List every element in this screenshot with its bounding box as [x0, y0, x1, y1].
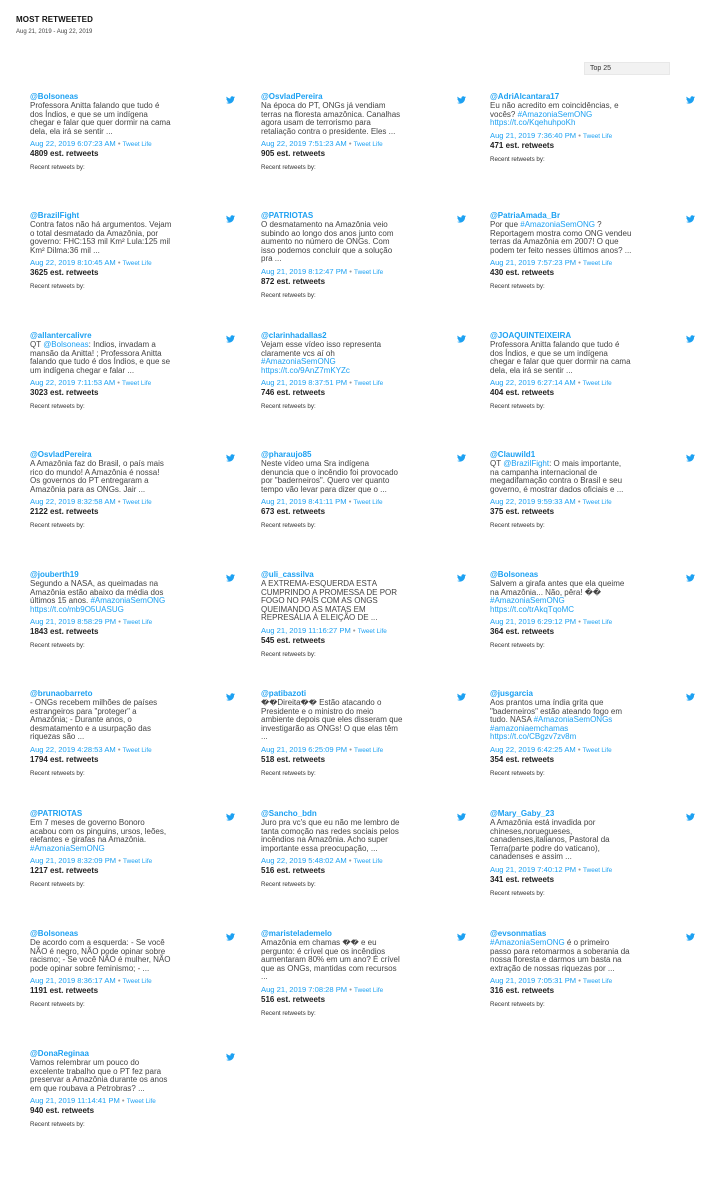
- tweet-timestamp-link[interactable]: Aug 22, 2019 5:48:02 AM: [261, 856, 347, 866]
- tweet-timestamp-link[interactable]: Aug 21, 2019 8:12:47 PM: [261, 266, 348, 276]
- tweet-handle-link[interactable]: @Mary_Gaby_23: [490, 809, 555, 818]
- tweet-card: [30, 92, 238, 171]
- tweet-handle-link[interactable]: @PATRIOTAS: [30, 809, 83, 818]
- recent-retweets-label: Recent retweets by:: [261, 522, 316, 530]
- tweet-text: #AmazoniaSemONG é o primeiro passo para retomarmos a soberania da nossa floresta e darmos um basta na extração de nossas riquezas por ...: [490, 939, 630, 973]
- twitter-bird-icon[interactable]: [226, 688, 235, 696]
- tweet-handle-link[interactable]: @Bolsoneas: [490, 570, 539, 579]
- recent-retweets-label: Recent retweets by:: [490, 155, 545, 163]
- twitter-bird-icon[interactable]: [457, 210, 466, 218]
- meta-separator: •: [116, 617, 124, 627]
- tweet-handle-link[interactable]: @pharaujo85: [261, 450, 312, 459]
- tweet-life-link[interactable]: Tweet Life: [354, 268, 384, 276]
- twitter-bird-icon[interactable]: [457, 449, 466, 457]
- tweet-card: [261, 929, 469, 1017]
- recent-retweets-label: Recent retweets by:: [261, 164, 316, 172]
- tweet-text: Por que #AmazoniaSemONG ? Reportagem mostra como ONG vendeu terras da Amazônia em 2007! O que podem ter feito nesses últimos anos? ...: [490, 221, 632, 255]
- retweet-count: 471 est. retweets: [490, 140, 555, 150]
- twitter-bird-icon[interactable]: [457, 808, 466, 816]
- meta-separator: •: [346, 856, 354, 866]
- meta-separator: •: [115, 378, 123, 388]
- tweet-handle-link[interactable]: @evsonmatias: [490, 929, 547, 938]
- recent-retweets-label: Recent retweets by:: [30, 164, 85, 172]
- tweet-life-link[interactable]: Tweet Life: [126, 1098, 156, 1106]
- recent-retweets-label: Recent retweets by:: [261, 769, 316, 777]
- tweet-text: Amazônia em chamas �� e eu pergunto: é crível que os incêndios aumentaram 80% em um ano? É crível que as ONGs, mantidas com recursos ...: [261, 939, 400, 982]
- meta-separator: •: [575, 497, 583, 507]
- tweet-life-link[interactable]: Tweet Life: [353, 858, 383, 866]
- tweet-life-link[interactable]: Tweet Life: [123, 858, 153, 866]
- tweet-life-link[interactable]: Tweet Life: [122, 260, 152, 268]
- meta-separator: •: [115, 976, 123, 986]
- tweet-text: Salvem a girafa antes que ela queime na Amazônia... Não, pêra! �� #AmazoniaSemONG https://t.co/trAkqTqoMC: [490, 580, 625, 614]
- tweet-handle-link[interactable]: @Bolsoneas: [30, 92, 79, 101]
- twitter-bird-icon[interactable]: [226, 330, 235, 338]
- tweet-text: A EXTREMA-ESQUERDA ESTÁ CUMPRINDO A PROMESSA DE POR FOGO NO PAÍS COM AS ONGS QUEIMANDO AS MATAS EM REPRESÁLIA À ELEIÇÃO DE ...: [261, 580, 398, 623]
- meta-separator: •: [347, 266, 355, 276]
- tweet-timestamp-link[interactable]: Aug 22, 2019 9:59:33 AM: [490, 497, 576, 507]
- tweet-life-link[interactable]: Tweet Life: [354, 746, 384, 754]
- retweet-count: 1843 est. retweets: [30, 627, 99, 637]
- retweet-count: 516 est. retweets: [261, 866, 326, 876]
- tweet-text: A Amazônia está invadida por chineses,noruegueses, canadenses,italianos, Pastoral da Terra(parte podre do vaticano), canadenses e assim ...: [490, 819, 610, 862]
- retweet-count: 1217 est. retweets: [30, 866, 99, 876]
- tweet-handle-link[interactable]: @JOAQUINTEIXEIRA: [490, 331, 572, 340]
- tweet-life-link[interactable]: Tweet Life: [122, 141, 152, 149]
- recent-retweets-label: Recent retweets by:: [490, 1001, 545, 1009]
- recent-retweets-label: Recent retweets by:: [30, 403, 85, 411]
- meta-separator: •: [346, 139, 354, 149]
- retweet-count: 746 est. retweets: [261, 388, 326, 398]
- twitter-bird-icon[interactable]: [686, 449, 695, 457]
- recent-retweets-label: Recent retweets by:: [490, 522, 545, 530]
- tweet-handle-link[interactable]: @PATRIOTAS: [261, 211, 314, 220]
- tweet-card: [490, 570, 698, 649]
- tweet-text: - ONGs recebem milhões de países estrangeiros para "proteger" a Amazônia; - Durante anos, o desmatamento e a usurpação das riquezas são ...: [30, 699, 158, 742]
- tweet-handle-link[interactable]: @uli_cassilva: [261, 570, 314, 579]
- meta-separator: •: [347, 744, 355, 754]
- meta-separator: •: [116, 856, 124, 866]
- twitter-bird-icon[interactable]: [457, 569, 466, 577]
- twitter-bird-icon[interactable]: [226, 1048, 235, 1056]
- meta-separator: •: [350, 625, 358, 635]
- tweet-card: [490, 331, 698, 410]
- tweet-card: [30, 211, 238, 290]
- twitter-bird-icon[interactable]: [686, 91, 695, 99]
- recent-retweets-label: Recent retweets by:: [261, 650, 316, 658]
- twitter-bird-icon[interactable]: [226, 928, 235, 936]
- meta-separator: •: [575, 378, 583, 388]
- top-count-select[interactable]: Top 25: [584, 62, 670, 75]
- tweet-life-link[interactable]: Tweet Life: [583, 132, 613, 140]
- tweet-card: [261, 211, 469, 299]
- tweet-card: [490, 211, 698, 290]
- tweet-handle-link[interactable]: @jusgarcia: [490, 689, 533, 698]
- tweet-life-link[interactable]: Tweet Life: [357, 627, 387, 635]
- tweet-card: [30, 331, 238, 410]
- recent-retweets-label: Recent retweets by:: [30, 642, 85, 650]
- retweet-count: 1794 est. retweets: [30, 754, 99, 764]
- recent-retweets-label: Recent retweets by:: [490, 642, 545, 650]
- twitter-bird-icon[interactable]: [457, 91, 466, 99]
- tweet-timestamp-link[interactable]: Aug 22, 2019 7:51:23 AM: [261, 139, 347, 149]
- meta-separator: •: [576, 130, 584, 140]
- tweet-timestamp-link[interactable]: Aug 21, 2019 7:40:12 PM: [490, 864, 577, 874]
- tweet-life-link[interactable]: Tweet Life: [122, 380, 152, 388]
- tweet-life-link[interactable]: Tweet Life: [122, 978, 152, 986]
- tweet-handle-link[interactable]: @patibazoti: [261, 689, 307, 698]
- retweet-count: 430 est. retweets: [490, 268, 555, 278]
- tweet-handle-link[interactable]: @maristelademelo: [261, 929, 332, 938]
- retweet-count: 316 est. retweets: [490, 986, 555, 996]
- tweet-card: [490, 92, 698, 163]
- tweet-timestamp-link[interactable]: Aug 21, 2019 7:57:23 PM: [490, 258, 577, 268]
- tweet-life-link[interactable]: Tweet Life: [582, 380, 612, 388]
- retweet-count: 364 est. retweets: [490, 627, 555, 637]
- tweet-text: ��Direita�� Estão atacando o Presidente e o ministro do meio ambiente depois que eles disseram que investigarão as ONGs! O que elas têm ...: [261, 699, 403, 742]
- tweet-text: QT @Bolsoneas: Índios, invadam a mansão da Anitta! ; Professora Anitta falando que tudo é dos Índios, e que se um indígena chegar e falar ...: [30, 341, 171, 375]
- tweet-handle-link[interactable]: @OsvladPereira: [30, 450, 92, 459]
- tweet-text: Vamos relembrar um pouco do excelente trabalho que o PT fez para preservar a Amazônia durante os anos em que roubava a Petrobras? ...: [30, 1059, 168, 1093]
- tweet-handle-link[interactable]: @Clauwild1: [490, 450, 536, 459]
- tweet-text: Juro pra vc's que eu não me lembro de tanta comoção nas redes sociais pelos incêndios na Amazônia. Acho super importante essa preocupação, ...: [261, 819, 400, 853]
- tweet-handle-link[interactable]: @AdriAlcantara17: [490, 92, 560, 101]
- retweet-count: 940 est. retweets: [30, 1106, 95, 1116]
- twitter-bird-icon[interactable]: [226, 808, 235, 816]
- tweet-card: [30, 570, 238, 649]
- tweet-card: [490, 929, 698, 1008]
- meta-separator: •: [576, 976, 584, 986]
- tweet-text: A Amazônia faz do Brasil, o país mais rico do mundo! A Amazônia é nossa! Os governos do PT entregaram a Amazônia para as ONGs. Jair ...: [30, 460, 164, 494]
- tweet-timestamp-link[interactable]: Aug 21, 2019 8:58:29 PM: [30, 617, 117, 627]
- recent-retweets-label: Recent retweets by:: [490, 403, 545, 411]
- tweet-card: [261, 809, 469, 888]
- tweet-card: [261, 450, 469, 529]
- page-title: MOST RETWEETED: [16, 15, 93, 24]
- twitter-bird-icon[interactable]: [226, 91, 235, 99]
- tweet-text: De acordo com a esquerda: - Se você NÃO é negro, NÃO pode opinar sobre racismo; - Se você NÃO é mulher, NÃO pode opinar sobre feminismo; - ...: [30, 939, 171, 973]
- retweet-count: 3023 est. retweets: [30, 388, 99, 398]
- tweet-timestamp-link[interactable]: Aug 22, 2019 8:32:58 AM: [30, 497, 116, 507]
- retweet-count: 905 est. retweets: [261, 149, 326, 159]
- tweet-text: Na época do PT, ONGs já vendiam terras na floresta amazônica. Canalhas agora usam de terrorismo para retaliação contra o presidente. Eles ...: [261, 102, 401, 136]
- tweet-timestamp-link[interactable]: Aug 22, 2019 7:11:53 AM: [30, 378, 116, 388]
- tweet-life-link[interactable]: Tweet Life: [123, 619, 153, 627]
- tweet-card: [30, 1049, 238, 1128]
- recent-retweets-label: Recent retweets by:: [261, 1009, 316, 1017]
- tweet-timestamp-link[interactable]: Aug 21, 2019 7:05:31 PM: [490, 976, 577, 986]
- meta-separator: •: [115, 497, 123, 507]
- retweet-count: 872 est. retweets: [261, 276, 326, 286]
- tweet-handle-link[interactable]: @allantercalivre: [30, 331, 92, 340]
- tweet-card: [490, 809, 698, 897]
- recent-retweets-label: Recent retweets by:: [261, 403, 316, 411]
- meta-separator: •: [347, 984, 355, 994]
- recent-retweets-label: Recent retweets by:: [490, 769, 545, 777]
- tweet-card: [490, 450, 698, 529]
- tweet-text: Neste vídeo uma Sra indígena denuncia que o incêndio foi provocado por "baderneiros". Quero ver quanto tempo vão levar para dizer que o ...: [261, 460, 398, 494]
- tweet-life-link[interactable]: Tweet Life: [583, 619, 613, 627]
- recent-retweets-label: Recent retweets by:: [261, 881, 316, 889]
- tweet-text: O desmatamento na Amazônia veio subindo ao longo dos anos junto com aumento no número de ONGs. Com isso podemos concluir que a solução pra ...: [261, 221, 394, 264]
- twitter-bird-icon[interactable]: [686, 808, 695, 816]
- tweet-card: [30, 809, 238, 888]
- tweet-card: [261, 570, 469, 658]
- tweet-life-link[interactable]: Tweet Life: [582, 499, 612, 507]
- twitter-bird-icon[interactable]: [686, 330, 695, 338]
- tweet-life-link[interactable]: Tweet Life: [583, 866, 613, 874]
- meta-separator: •: [115, 139, 123, 149]
- tweet-text: Vejam esse vídeo isso representa claramente vcs aí oh #AmazoniaSemONG https://t.co/9AnZ7mKYZc: [261, 341, 382, 375]
- retweet-count: 518 est. retweets: [261, 754, 326, 764]
- twitter-bird-icon[interactable]: [226, 449, 235, 457]
- twitter-bird-icon[interactable]: [686, 928, 695, 936]
- tweet-life-link[interactable]: Tweet Life: [354, 380, 384, 388]
- retweet-count: 1191 est. retweets: [30, 986, 99, 996]
- recent-retweets-label: Recent retweets by:: [30, 522, 85, 530]
- tweet-life-link[interactable]: Tweet Life: [582, 746, 612, 754]
- tweet-card: [30, 450, 238, 529]
- twitter-bird-icon[interactable]: [686, 688, 695, 696]
- tweet-handle-link[interactable]: @PatriaAmada_Br: [490, 211, 561, 220]
- tweet-text: Em 7 meses de governo Bonoro acabou com os pinguins, ursos, leões, elefantes e girafas na Amazônia. #AmazoniaSemONG: [30, 819, 167, 853]
- tweet-card: [261, 689, 469, 777]
- tweet-life-link[interactable]: Tweet Life: [583, 978, 613, 986]
- tweet-timestamp-link[interactable]: Aug 21, 2019 8:36:17 AM: [30, 976, 116, 986]
- tweet-life-link[interactable]: Tweet Life: [354, 986, 384, 994]
- meta-separator: •: [576, 864, 584, 874]
- retweet-count: 404 est. retweets: [490, 388, 555, 398]
- tweet-handle-link[interactable]: @Bolsoneas: [30, 929, 79, 938]
- retweet-count: 375 est. retweets: [490, 507, 555, 517]
- meta-separator: •: [575, 744, 583, 754]
- recent-retweets-label: Recent retweets by:: [490, 889, 545, 897]
- retweet-count: 4809 est. retweets: [30, 149, 99, 159]
- retweet-count: 354 est. retweets: [490, 754, 555, 764]
- recent-retweets-label: Recent retweets by:: [30, 1121, 85, 1129]
- meta-separator: •: [346, 497, 354, 507]
- tweet-life-link[interactable]: Tweet Life: [353, 141, 383, 149]
- recent-retweets-label: Recent retweets by:: [30, 283, 85, 291]
- meta-separator: •: [576, 617, 584, 627]
- twitter-bird-icon[interactable]: [457, 688, 466, 696]
- meta-separator: •: [115, 258, 123, 268]
- retweet-count: 673 est. retweets: [261, 507, 326, 517]
- tweet-life-link[interactable]: Tweet Life: [583, 260, 613, 268]
- tweet-handle-link[interactable]: @DonaReginaa: [30, 1049, 89, 1058]
- twitter-bird-icon[interactable]: [457, 330, 466, 338]
- tweet-life-link[interactable]: Tweet Life: [122, 499, 152, 507]
- tweet-handle-link[interactable]: @clarinhadallas2: [261, 331, 327, 340]
- meta-separator: •: [115, 744, 123, 754]
- twitter-bird-icon[interactable]: [686, 569, 695, 577]
- tweet-timestamp-link[interactable]: Aug 21, 2019 8:32:09 PM: [30, 856, 117, 866]
- tweet-card: [30, 689, 238, 777]
- date-range: Aug 21, 2019 - Aug 22, 2019: [16, 29, 93, 35]
- tweet-timestamp-link[interactable]: Aug 22, 2019 8:10:45 AM: [30, 258, 116, 268]
- tweet-timestamp-link[interactable]: Aug 21, 2019 6:25:09 PM: [261, 744, 348, 754]
- twitter-bird-icon[interactable]: [226, 210, 235, 218]
- twitter-bird-icon[interactable]: [686, 210, 695, 218]
- tweet-handle-link[interactable]: @jouberth19: [30, 570, 79, 579]
- tweet-timestamp-link[interactable]: Aug 21, 2019 8:37:51 PM: [261, 378, 348, 388]
- retweet-count: 341 est. retweets: [490, 874, 555, 884]
- twitter-bird-icon[interactable]: [226, 569, 235, 577]
- tweet-timestamp-link[interactable]: Aug 22, 2019 6:27:14 AM: [490, 378, 576, 388]
- tweet-life-link[interactable]: Tweet Life: [122, 746, 152, 754]
- tweet-timestamp-link[interactable]: Aug 21, 2019 11:16:27 PM: [261, 625, 351, 635]
- tweet-card: [261, 331, 469, 410]
- tweet-card: [30, 929, 238, 1008]
- retweet-count: 545 est. retweets: [261, 635, 326, 645]
- twitter-bird-icon[interactable]: [457, 928, 466, 936]
- tweet-text: Contra fatos não há argumentos. Vejam o total desmatado da Amazônia, por governo: FHC:153 mil Km² Lula:125 mil Km² Dilma:36 mil ...: [30, 221, 172, 255]
- tweet-life-link[interactable]: Tweet Life: [353, 499, 383, 507]
- retweet-count: 2122 est. retweets: [30, 507, 99, 517]
- tweet-timestamp-link[interactable]: Aug 22, 2019 6:07:23 AM: [30, 139, 116, 149]
- retweet-count: 3625 est. retweets: [30, 268, 99, 278]
- tweet-timestamp-link[interactable]: Aug 21, 2019 7:36:40 PM: [490, 130, 577, 140]
- recent-retweets-label: Recent retweets by:: [490, 283, 545, 291]
- recent-retweets-label: Recent retweets by:: [261, 291, 316, 299]
- tweet-text: Eu não acredito em coincidências, e vocês? #AmazoniaSemONG https://t.co/KqehuhpoKh: [490, 102, 619, 128]
- recent-retweets-label: Recent retweets by:: [30, 881, 85, 889]
- meta-separator: •: [576, 258, 584, 268]
- recent-retweets-label: Recent retweets by:: [30, 1001, 85, 1009]
- tweet-timestamp-link[interactable]: Aug 21, 2019 7:08:28 PM: [261, 984, 348, 994]
- retweet-count: 516 est. retweets: [261, 994, 326, 1004]
- tweet-handle-link[interactable]: @BrazilFight: [30, 211, 80, 220]
- tweet-timestamp-link[interactable]: Aug 21, 2019 11:14:41 PM: [30, 1096, 120, 1106]
- tweet-handle-link[interactable]: @OsvladPereira: [261, 92, 323, 101]
- tweet-text: Professora Anitta falando que tudo é dos Índios, e que se um indígena chegar e falar que quer dormir na cama dela, ela irá se sentir ...: [490, 341, 631, 375]
- tweet-timestamp-link[interactable]: Aug 22, 2019 6:42:25 AM: [490, 744, 576, 754]
- meta-separator: •: [347, 378, 355, 388]
- tweet-timestamp-link[interactable]: Aug 22, 2019 4:28:53 AM: [30, 744, 116, 754]
- tweet-handle-link[interactable]: @Sancho_bdn: [261, 809, 317, 818]
- tweet-text: QT @BrazilFight: O mais importante, na campanha internacional de megadifamação contra o Brasil e seu governo, é mostrar dados oficiais e ...: [490, 460, 624, 494]
- meta-separator: •: [119, 1096, 127, 1106]
- tweet-text: Aos prantos uma índia grita que "baderneiros" estão ateando fogo em tudo. NASA #AmazoniaSemONGs #amazoniaemchamas https://t.co/CBgzv7zv8m: [490, 699, 622, 742]
- tweet-text: Professora Anitta falando que tudo é dos Índios, e que se um indígena chegar e falar que quer dormir na cama dela, ela irá se sentir ...: [30, 102, 171, 136]
- tweet-text: Segundo a NASA, as queimadas na Amazônia estão abaixo da média dos últimos 15 anos. #AmazoniaSemONG https://t.co/mb9O5UASUG: [30, 580, 166, 614]
- tweet-timestamp-link[interactable]: Aug 21, 2019 8:41:11 PM: [261, 497, 347, 507]
- tweet-handle-link[interactable]: @brunaobarreto: [30, 689, 93, 698]
- recent-retweets-label: Recent retweets by:: [30, 769, 85, 777]
- tweet-timestamp-link[interactable]: Aug 21, 2019 6:29:12 PM: [490, 617, 577, 627]
- tweet-card: [261, 92, 469, 171]
- tweet-card: [490, 689, 698, 777]
